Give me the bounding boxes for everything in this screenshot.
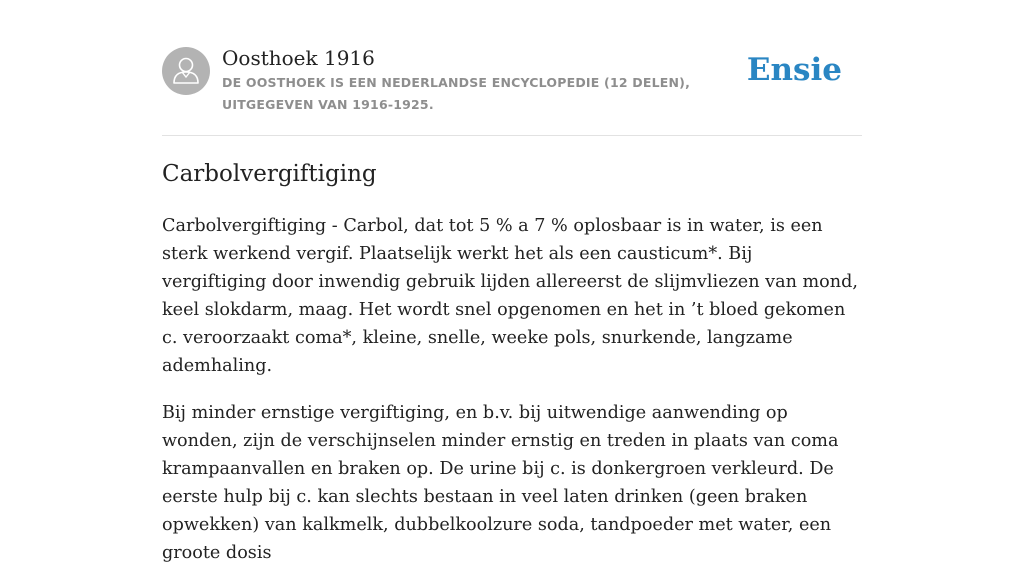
source-description: DE OOSTHOEK IS EEN NEDERLANDSE ENCYCLOPEDIE (12 DELEN), UITGEGEVEN VAN 1916-1925. <box>222 75 691 112</box>
article-body <box>162 212 862 586</box>
article-title: Carbolvergiftiging <box>162 161 377 187</box>
article-paragraph: Bij minder ernstige vergiftiging, en b.v. bij uitwendige aanwending op wonden, zijn de verschijnselen minder ernstig en treden in plaats van coma krampaanvallen en braken op. De urine bij c. is donkergroen verkleurd. De eerste hulp bij c. kan slechts bestaan in veel laten drinken (geen braken opwekken) van kalkmelk, dubbelkoolzure soda, tandpoeder met water, een groote dosis <box>162 403 839 563</box>
user-icon <box>162 47 210 95</box>
page <box>162 0 862 563</box>
header-divider <box>162 135 862 136</box>
source-name[interactable]: Oosthoek 1916 <box>222 46 375 70</box>
source-avatar[interactable] <box>162 47 210 95</box>
article-paragraph: Carbolvergiftiging - Carbol, dat tot 5 % a 7 % oplosbaar is in water, is een sterk werkend vergif. Plaatselijk werkt het als een causticum*. Bij vergiftiging door inwendig gebruik lijden allereerst de slijmvliezen van mond, keel slokdarm, maag. Het wordt snel opgenomen en het in ’t bloed gekomen c. veroorzaakt coma*, kleine, snelle, weeke pols, snurkende, langzame ademhaling. <box>162 216 858 376</box>
source-header <box>162 0 862 136</box>
ensie-logo[interactable]: Ensie <box>746 52 842 88</box>
